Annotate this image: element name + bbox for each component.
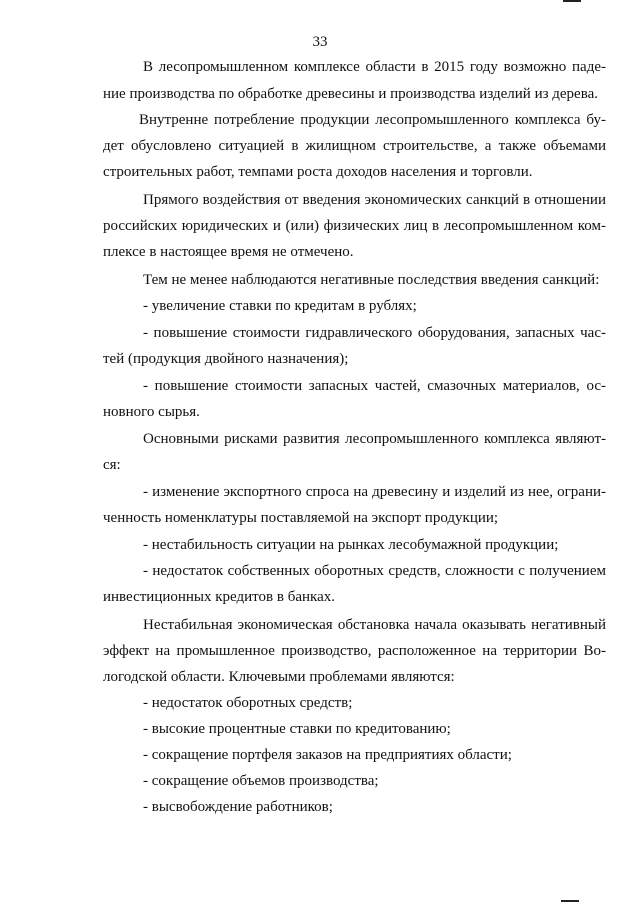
text-line: дет обусловлено ситуацией в жилищном строительстве, а также объемами bbox=[103, 138, 606, 154]
text-line: инвестиционных кредитов в банках. bbox=[103, 589, 335, 605]
text-line: Прямого воздействия от введения экономических санкций в отношении bbox=[143, 192, 606, 208]
text-line: ченность номенклатуры поставляемой на экспорт продукции; bbox=[103, 510, 499, 526]
text-line: ся: bbox=[103, 457, 121, 473]
text-line: - увеличение ставки по кредитам в рублях; bbox=[143, 298, 417, 314]
page-number: 33 bbox=[312, 34, 328, 50]
text-line: логодской области. Ключевыми проблемами являются: bbox=[103, 669, 455, 685]
text-line: новного сырья. bbox=[103, 404, 200, 420]
text-line: - высокие процентные ставки по кредитованию; bbox=[143, 721, 451, 737]
text-line: - сокращение объемов производства; bbox=[143, 773, 379, 789]
text-line: - недостаток оборотных средств; bbox=[143, 695, 353, 711]
text-line: Нестабильная экономическая обстановка начала оказывать негативный bbox=[143, 617, 606, 633]
text-line: - повышение стоимости гидравлического оборудования, запасных час- bbox=[143, 325, 606, 341]
text-line: плексе в настоящее время не отмечено. bbox=[103, 244, 354, 260]
text-line: тей (продукция двойного назначения); bbox=[103, 351, 349, 367]
text-line: - повышение стоимости запасных частей, смазочных материалов, ос- bbox=[143, 378, 606, 394]
text-line: ние производства по обработке древесины и производства изделий из дерева. bbox=[103, 86, 599, 102]
text-line: строительных работ, темпами роста доходов населения и торговли. bbox=[103, 164, 533, 180]
text-line: Основными рисками развития лесопромышленного комплекса являют- bbox=[143, 431, 606, 447]
text-line: - нестабильность ситуации на рынках лесобумажной продукции; bbox=[143, 537, 559, 553]
text-line: эффект на промышленное производство, расположенное на территории Во- bbox=[103, 643, 606, 659]
scan-mark-top bbox=[563, 0, 581, 2]
text-line: В лесопромышленном комплексе области в 2015 году возможно паде- bbox=[143, 59, 606, 75]
text-line: - изменение экспортного спроса на древесину и изделий из нее, ограни- bbox=[143, 484, 606, 500]
text-line: - недостаток собственных оборотных средств, сложности с получением bbox=[143, 563, 606, 579]
scan-mark-bottom bbox=[561, 900, 579, 902]
text-line: Тем не менее наблюдаются негативные последствия введения санкций: bbox=[143, 272, 600, 288]
text-line: Внутренне потребление продукции лесопромышленного комплекса бу- bbox=[139, 112, 606, 128]
text-line: российских юридических и (или) физических лиц в лесопромышленном ком- bbox=[103, 218, 606, 234]
text-line: - сокращение портфеля заказов на предприятиях области; bbox=[143, 747, 512, 763]
text-line: - высвобождение работников; bbox=[143, 799, 333, 815]
